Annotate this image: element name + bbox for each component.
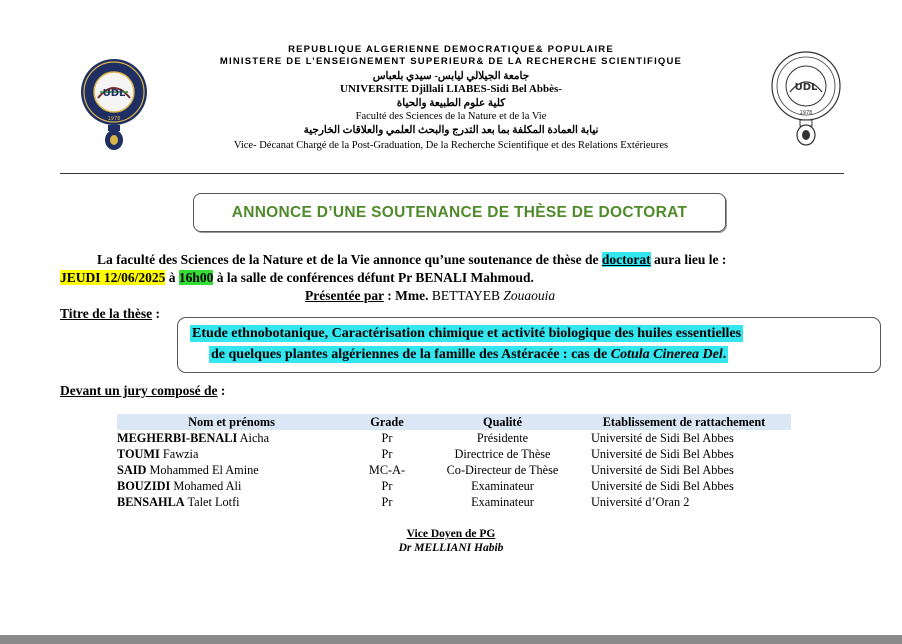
thesis-label-sep: : <box>152 306 160 321</box>
member-firstname: Mohamed Ali <box>173 478 242 493</box>
member-institution: Université de Sidi Bel Abbes <box>591 446 734 461</box>
jury-label-sep: : <box>217 383 226 398</box>
member-surname: MEGHERBI-BENALI <box>117 430 238 445</box>
svg-text:UDL: UDL <box>102 88 126 99</box>
thesis-label-text: Titre de la thèse <box>60 306 153 321</box>
presented-label: Présentée par <box>305 288 384 303</box>
member-name <box>117 478 346 494</box>
table-row <box>117 478 791 494</box>
header-divider <box>60 173 844 174</box>
defense-time: 16h00 <box>178 270 214 285</box>
table-row <box>117 462 791 478</box>
ministry-heading: MINISTERE DE L’ENSEIGNEMENT SUPERIEUR& DE LA RECHERCHE SCIENTIFIQUE <box>219 56 683 67</box>
member-firstname: Talet Lotfi <box>187 494 240 509</box>
member-role: Co-Directeur de Thèse <box>446 462 559 477</box>
table-row <box>117 446 791 462</box>
thesis-label <box>60 306 160 322</box>
intro-text-before: La faculté des Sciences de la Nature et de la Vie annonce qu’une soutenance de thèse de <box>97 252 602 267</box>
presented-by <box>305 288 555 304</box>
member-grade: Pr <box>381 494 393 509</box>
jury-table <box>117 414 791 510</box>
svg-text:UDL: UDL <box>794 82 818 93</box>
jury-label <box>60 383 225 399</box>
thesis-line2-end: . <box>722 347 727 362</box>
member-role: Examinateur <box>471 478 534 493</box>
member-surname: TOUMI <box>117 446 160 461</box>
table-row <box>117 430 791 446</box>
republic-heading: REPUBLIQUE ALGERIENNE DEMOCRATIQUE& POPULAIRE <box>288 44 614 55</box>
announcement-title: ANNONCE D’UNE SOUTENANCE DE THÈSE DE DOCTORAT <box>193 193 726 232</box>
signature-name: Dr MELLIANI Habib <box>398 542 504 554</box>
announcement-datetime <box>60 270 534 286</box>
member-name <box>117 462 346 478</box>
member-firstname: Aicha <box>239 430 270 445</box>
member-name <box>117 494 346 510</box>
intro-text-after: aura lieu le : <box>650 252 727 267</box>
column-header-name: Nom et prénoms <box>117 414 346 430</box>
window-bottom-edge <box>0 635 902 644</box>
signature-title: Vice Doyen de PG <box>406 528 496 540</box>
member-institution: Université de Sidi Bel Abbes <box>591 462 734 477</box>
member-institution: Université de Sidi Bel Abbes <box>591 478 734 493</box>
jury-table-header <box>117 414 791 430</box>
thesis-title-line2 <box>209 346 728 363</box>
vice-deanate: Vice- Décanat Chargé de la Post-Graduation, De la Recherche Scientifique et des Relations Extérieures <box>233 140 669 151</box>
table-row <box>117 494 791 510</box>
member-grade: Pr <box>381 430 393 445</box>
thesis-line2-text: de quelques plantes algériennes de la famille des Astéracée : cas de <box>211 347 611 362</box>
member-role: Directrice de Thèse <box>454 446 551 461</box>
vice-deanate-arabic: نيابة العمادة المكلفة بما بعد التدرج والبحث العلمي والعلاقات الخارجية <box>303 125 599 136</box>
column-header-grade: Grade <box>346 414 428 430</box>
member-name <box>117 430 346 446</box>
svg-text:1978: 1978 <box>799 110 813 116</box>
member-role: Examinateur <box>471 494 534 509</box>
member-institution: Université de Sidi Bel Abbes <box>591 430 734 445</box>
at-word: à <box>165 270 179 285</box>
jury-label-text: Devant un jury composé de <box>60 383 218 398</box>
announcement-intro <box>97 252 726 268</box>
faculty-name-arabic: كلية علوم الطبيعة والحياة <box>396 98 506 109</box>
presented-sep: : Mme. <box>383 288 432 303</box>
member-grade: Pr <box>381 446 393 461</box>
university-name: UNIVERSITE Djillali LIABES-Sidi Bel Abbès- <box>340 83 562 95</box>
defense-date: JEUDI 12/06/2025 <box>60 270 166 285</box>
intro-highlight: doctorat <box>601 252 651 267</box>
member-surname: BOUZIDI <box>117 478 171 493</box>
member-name <box>117 446 346 462</box>
candidate-firstname: Zouaouia <box>503 288 556 303</box>
member-surname: SAID <box>117 462 147 477</box>
university-name-arabic: جامعة الجيلالي ليابس- سيدي بلعباس <box>372 71 530 82</box>
svg-text:1978: 1978 <box>107 116 121 122</box>
species-name: Cotula Cinerea Del <box>610 347 723 362</box>
thesis-title-line1: Etude ethnobotanique, Caractérisation chimique et activité biologique des huiles essentielles <box>192 326 742 341</box>
defense-place: à la salle de conférences défunt Pr BENALI Mahmoud. <box>213 270 534 285</box>
member-firstname: Fawzia <box>162 446 199 461</box>
column-header-role: Qualité <box>428 414 577 430</box>
candidate-surname: BETTAYEB <box>431 288 501 303</box>
column-header-institution: Etablissement de rattachement <box>577 414 791 430</box>
member-grade: MC-A- <box>368 462 406 477</box>
faculty-name: Faculté des Sciences de la Nature et de la Vie <box>355 111 547 122</box>
member-institution: Université d’Oran 2 <box>591 494 690 509</box>
member-surname: BENSAHLA <box>117 494 185 509</box>
member-role: Présidente <box>476 430 529 445</box>
member-grade: Pr <box>381 478 393 493</box>
member-firstname: Mohammed El Amine <box>149 462 259 477</box>
